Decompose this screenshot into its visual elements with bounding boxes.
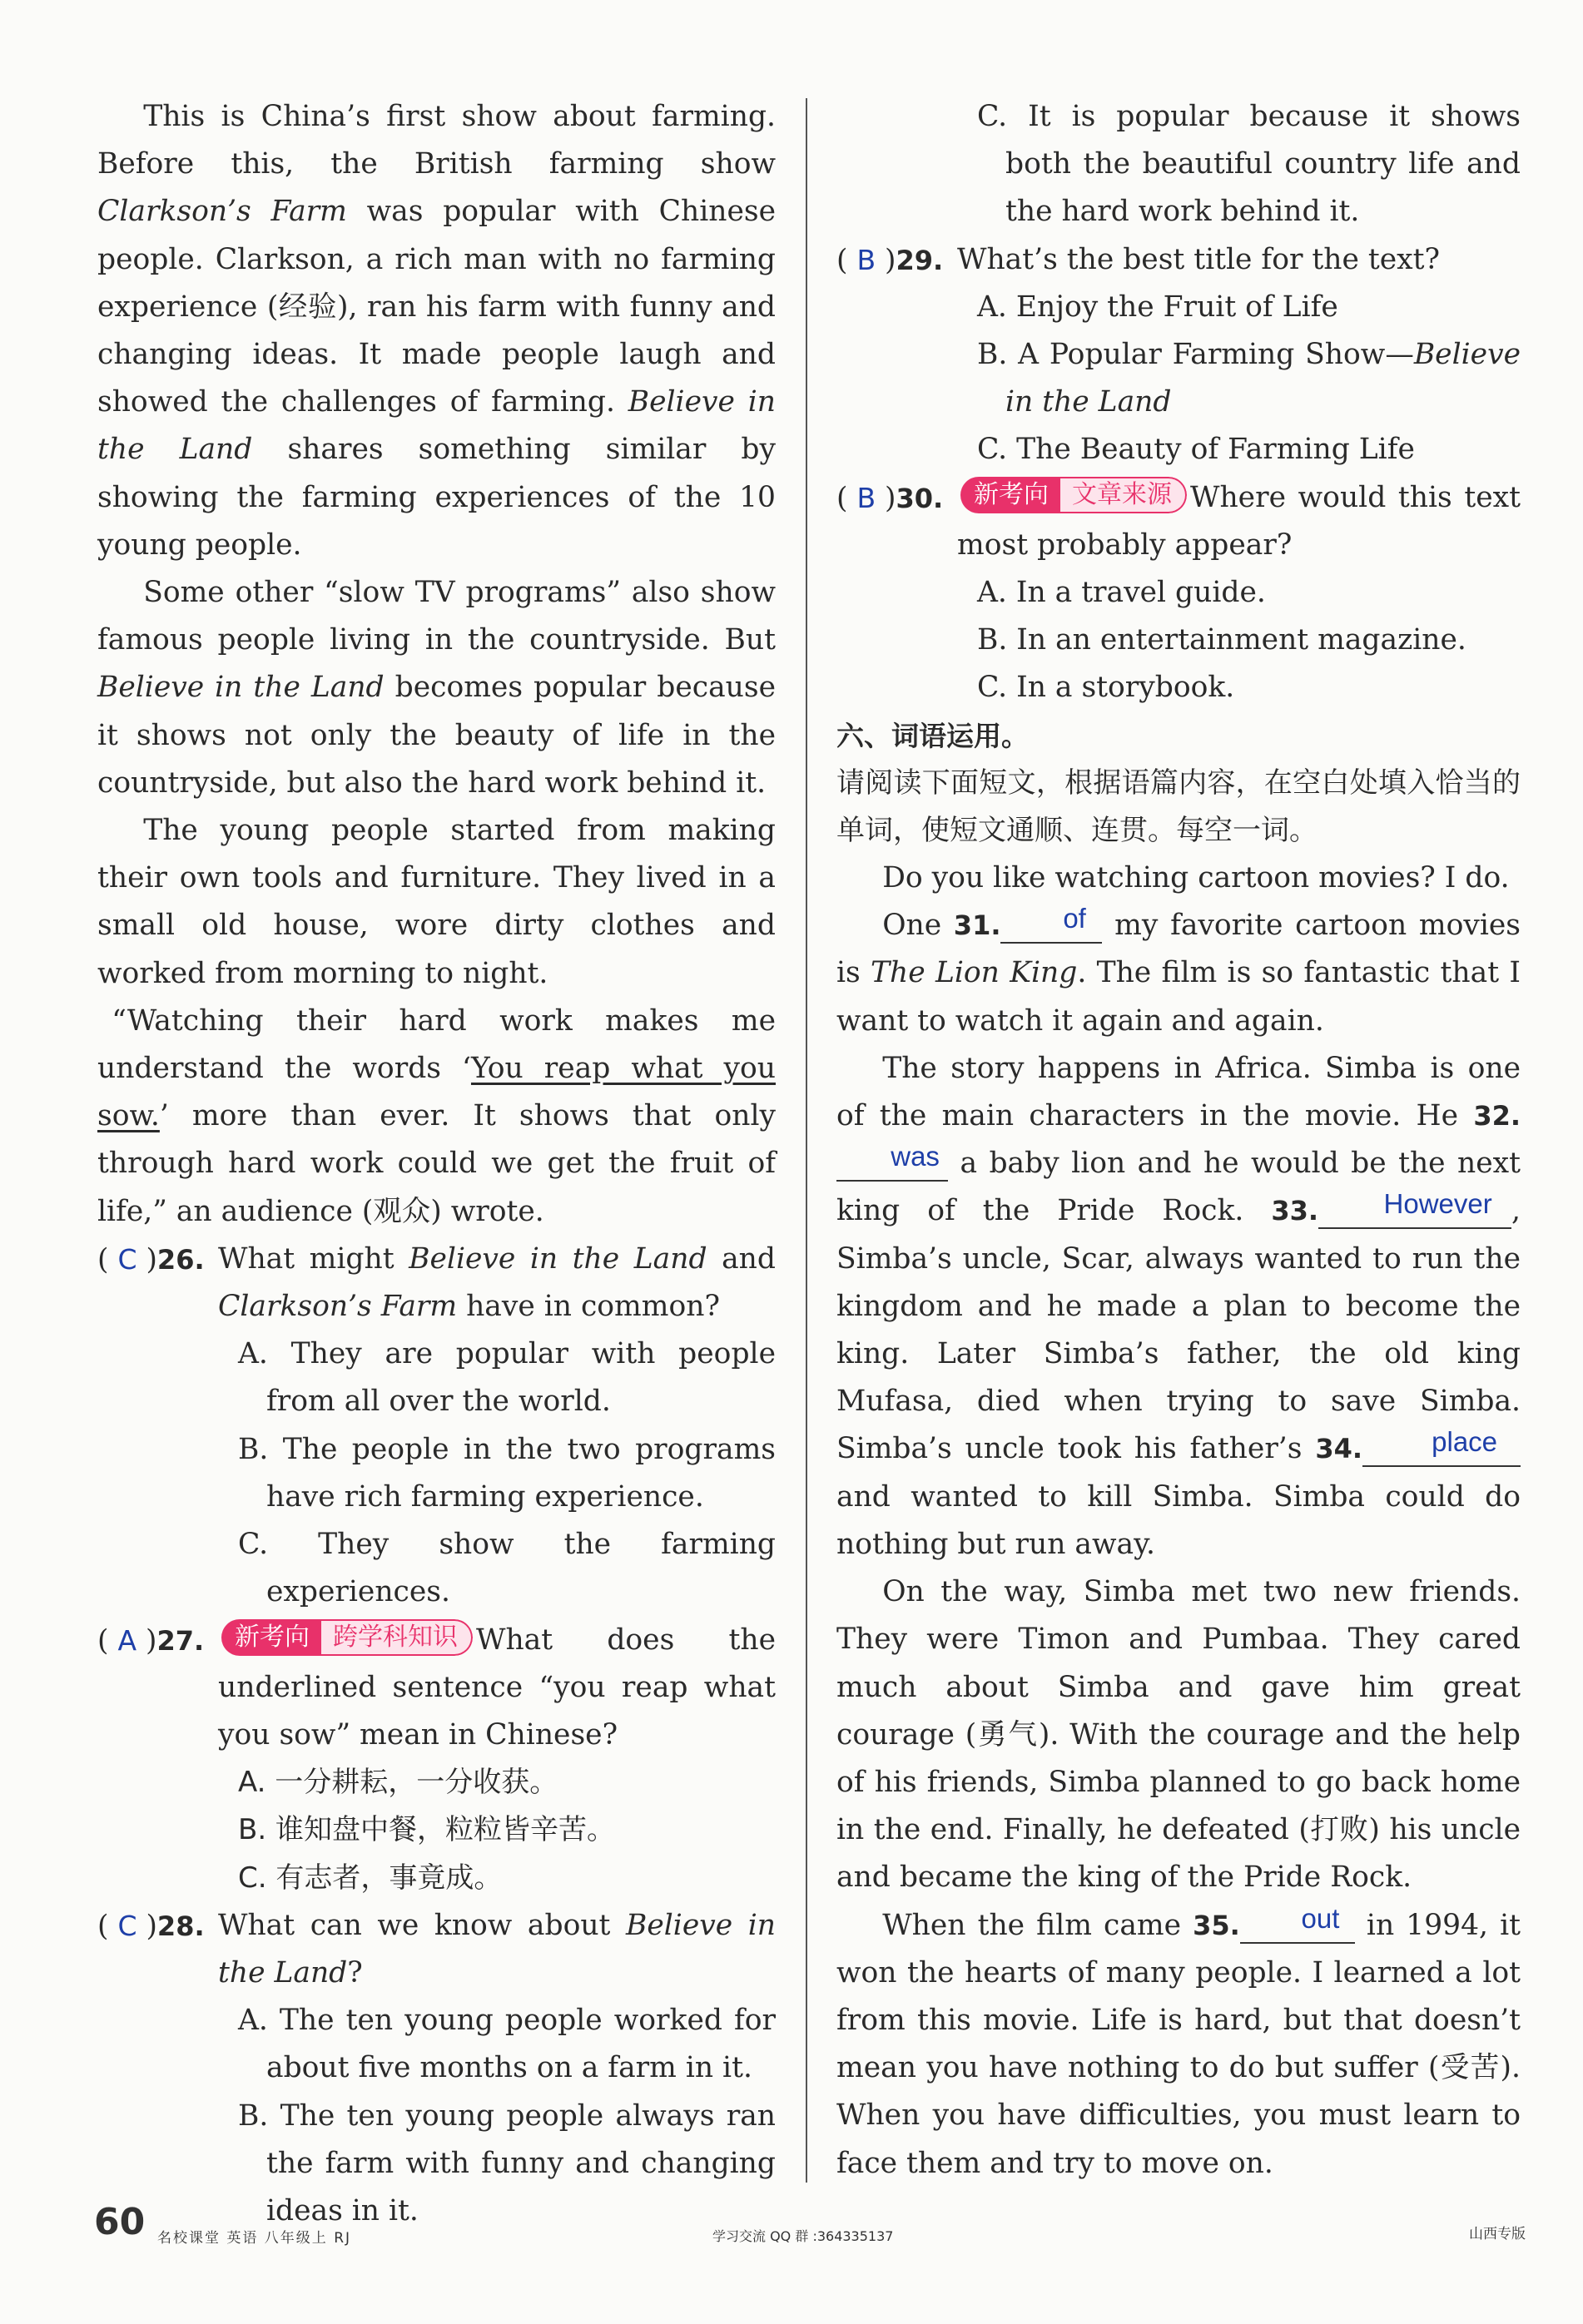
edition-label: 山西专版 <box>1469 2226 1526 2242</box>
column-divider <box>806 98 807 2183</box>
passage-paragraph-2: Some other “slow TV programs” also show famous people living in the countryside. But Believe in the Land becomes popular because it shows not only the beauty of life in the countryside, but also the hard work behind it. <box>97 576 776 800</box>
question-26: ( C )26. What might Believe in the Land and Clarkson’s Farm have in common? <box>97 1236 776 1330</box>
cloze-paragraph-5: When the film came 35. out in 1994, it won the hearts of many people. I learned a lot from this movie. Life is hard, but that doesn’t mean you have nothing to do but suffer (受苦). When you have difficulties, you must learn to face them and try to move on. <box>836 1902 1521 2180</box>
qq-group: 学习交流 QQ 群 :364335137 <box>712 2228 894 2244</box>
page-footer <box>94 2201 1526 2251</box>
cloze-paragraph-1: Do you like watching cartoon movies? I do. <box>882 861 1510 895</box>
option-28-b: B. The ten young people always ran the farm with funny and changing ideas in it. <box>238 2099 776 2227</box>
option-30-a: A. In a travel guide. <box>977 576 1266 610</box>
option-28-a: A. The ten young people worked for about five months on a farm in it. <box>238 2004 776 2085</box>
question-number: ( B )30. <box>836 481 944 515</box>
answer-29: B <box>856 243 876 276</box>
passage-paragraph-3: The young people started from making their own tools and furniture. They lived in a small old house, wore dirty clothes and worked from morning to night. <box>97 814 776 990</box>
question-29: ( B )29. What’s the best title for the text? <box>836 236 1521 284</box>
section-6-instruction: 请阅读下面短文，根据语篇内容，在空白处填入恰当的单词，使短文通顺、连贯。每空一词。 <box>836 766 1521 847</box>
question-27: ( A )27. 新考向 跨学科知识 What does the underlined sentence “you reap what you sow” mean in Chinese? <box>97 1617 776 1760</box>
option-30-b: B. In an entertainment magazine. <box>977 623 1466 657</box>
blank-31[interactable]: of <box>1000 909 1102 944</box>
question-number: ( C )26. <box>97 1242 205 1276</box>
cloze-paragraph-2: One 31. of my favorite cartoon movies is The Lion King. The film is so fantastic that I want to watch it again and again. <box>836 903 1521 1038</box>
blank-32[interactable]: was <box>836 1147 948 1182</box>
option-26-c: C. They show the farming experiences. <box>238 1528 776 1609</box>
option-30-c: C. In a storybook. <box>977 671 1235 705</box>
option-28-c: C. It is popular because it shows both the beautiful country life and the hard work behind it. <box>977 100 1521 229</box>
question-number: ( A )27. <box>97 1623 205 1658</box>
new-trend-badge: 新考向 文章来源 <box>960 477 1187 513</box>
passage-paragraph-4: “Watching their hard work makes me understand the words ‘You reap what you sow.’ more than ever. It shows that only through hard work could we get the fruit of life,” an audience (观众) wrote. <box>97 1003 776 1228</box>
option-27-a: A. 一分耕耘，一分收获。 <box>238 1766 558 1800</box>
answer-26: C <box>117 1242 137 1276</box>
left-column <box>97 93 776 2235</box>
blank-34[interactable]: place <box>1362 1432 1521 1467</box>
option-29-a: A. Enjoy the Fruit of Life <box>977 290 1338 324</box>
answer-28: C <box>117 1909 137 1942</box>
option-26-b: B. The people in the two programs have rich farming experience. <box>238 1432 776 1514</box>
question-number: ( C )28. <box>97 1909 205 1943</box>
option-29-c: C. The Beauty of Farming Life <box>977 433 1415 467</box>
cloze-paragraph-3: The story happens in Africa. Simba is one of the main characters in the movie. He 32.was a baby lion and he would be the next king of the Pride Rock. 33. However , Simba’s uncle, Scar, always wanted to run the kingdom and he made a plan to become the king. Later Simba’s father, the old king Mufasa, died when trying to save Simba. Simba’s uncle took his father’s 34. place and wanted to kill Simba. Simba could do nothing but run away. <box>836 1051 1521 1561</box>
new-trend-badge: 新考向 跨学科知识 <box>221 1619 473 1656</box>
blank-35[interactable]: out <box>1240 1909 1355 1944</box>
question-28: ( C )28. What can we know about Believe in the Land? <box>97 1902 776 1997</box>
option-27-b: B. 谁知盘中餐，粒粒皆辛苦。 <box>238 1813 615 1847</box>
option-29-b: B. A Popular Farming Show—Believe in the Land <box>977 338 1521 419</box>
option-27-c: C. 有志者，事竟成。 <box>238 1861 503 1895</box>
right-column <box>836 93 1521 2188</box>
underlined-sentence: You reap what you sow. <box>97 1052 776 1133</box>
book-meta: 名校课堂 英语 八年级上 RJ <box>157 2230 352 2247</box>
answer-27: A <box>117 1623 137 1657</box>
section-6-title: 六、词语运用。 <box>836 719 1029 752</box>
question-number: ( B )29. <box>836 243 944 277</box>
cloze-paragraph-4: On the way, Simba met two new friends. They were Timon and Pumbaa. They cared much about Simba and gave him great courage (勇气). With the courage and the help of his friends, Simba planned to go back home in the end. Finally, he defeated (打败) his uncle and became the king of the Pride Rock. <box>836 1575 1521 1895</box>
answer-30: B <box>856 481 876 514</box>
passage-paragraph-1: This is China’s first show about farming. Before this, the British farming show Clarkson’s Farm was popular with Chinese people. Clarkson, a rich man with no farming experience (经验), ran his farm with funny and changing ideas. It made people laugh and showed the challenges of farming. Believe in the Land shares something similar by showing the farming experiences of the 10 young people. <box>97 100 776 562</box>
blank-33[interactable]: However <box>1318 1194 1511 1229</box>
question-30: ( B )30. 新考向 文章来源 Where would this text most probably appear? <box>836 474 1521 569</box>
page-number: 60 <box>94 2201 146 2243</box>
option-26-a: A. They are popular with people from all over the world. <box>238 1337 776 1419</box>
